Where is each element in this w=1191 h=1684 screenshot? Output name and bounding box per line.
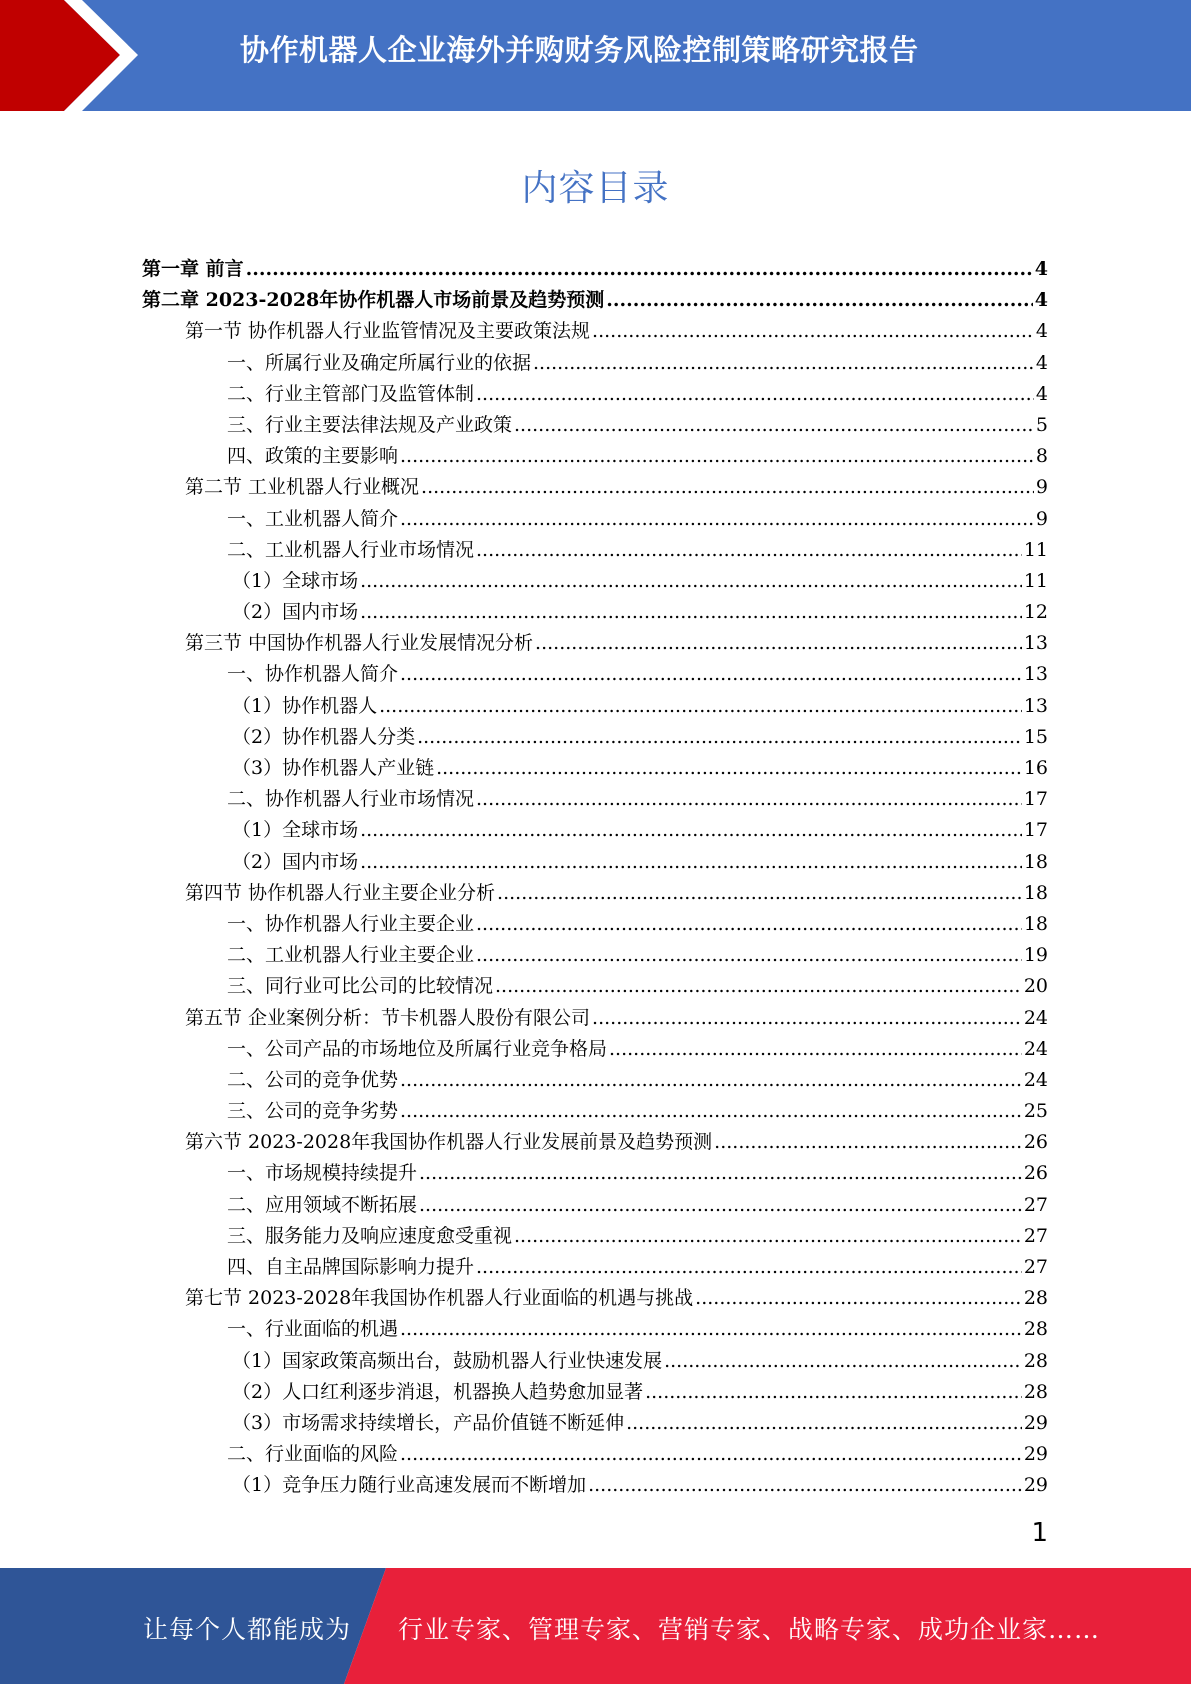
- toc-entry-title: 第四节 协作机器人行业主要企业分析: [185, 881, 496, 904]
- toc-dot-leader: [360, 851, 1022, 873]
- toc-entry-page: 13: [1023, 663, 1048, 686]
- header-arrow-decoration: [0, 0, 160, 111]
- toc-entry[interactable]: [142, 597, 1048, 628]
- toc-dot-leader: [535, 632, 1022, 654]
- toc-entry[interactable]: [142, 940, 1048, 971]
- toc-entry-title: 二、工业机器人行业主要企业: [227, 944, 475, 967]
- toc-dot-leader: [419, 1162, 1022, 1184]
- toc-entry-title: 第一章 前言: [142, 258, 244, 280]
- report-title: 协作机器人企业海外并购财务风险控制策略研究报告: [240, 33, 919, 67]
- toc-entry-title: （1）国家政策高频出台，鼓励机器人行业快速发展: [232, 1349, 663, 1372]
- toc-entry-page: 18: [1023, 912, 1048, 935]
- toc-entry[interactable]: [142, 1252, 1048, 1283]
- toc-entry[interactable]: [142, 1221, 1048, 1252]
- toc-entry-title: 一、协作机器人简介: [227, 663, 399, 686]
- toc-entry-page: 4: [1035, 351, 1048, 374]
- toc-entry-title: 二、行业主管部门及监管体制: [227, 382, 475, 405]
- toc-dot-leader: [714, 1131, 1022, 1153]
- toc-entry-title: （2）国内市场: [232, 850, 359, 873]
- toc-entry-page: 27: [1023, 1256, 1048, 1278]
- toc-entry-page: 28: [1023, 1380, 1048, 1403]
- toc-dot-leader: [400, 1318, 1022, 1340]
- toc-entry-page: 11: [1023, 569, 1048, 592]
- toc-entry[interactable]: [142, 254, 1048, 285]
- toc-entry-title: （3）市场需求持续增长，产品价值链不断延伸: [232, 1411, 625, 1434]
- toc-entry-title: 第五节 企业案例分析：节卡机器人股份有限公司: [185, 1006, 591, 1029]
- toc-entry[interactable]: [142, 815, 1048, 846]
- toc-entry-page: 24: [1023, 1006, 1048, 1029]
- toc-entry[interactable]: [142, 1003, 1048, 1034]
- toc-entry[interactable]: [142, 659, 1048, 690]
- toc-entry-page: 4: [1035, 382, 1048, 405]
- toc-dot-leader: [476, 913, 1022, 935]
- toc-entry[interactable]: [142, 1283, 1048, 1314]
- toc-entry-page: 12: [1023, 601, 1048, 624]
- toc-entry-page: 13: [1023, 694, 1048, 717]
- toc-entry[interactable]: [142, 441, 1048, 472]
- toc-entry-title: （2）人口红利逐步消退，机器换人趋势愈加显著: [232, 1380, 644, 1403]
- toc-heading: 内容目录: [521, 168, 670, 209]
- toc-entry-title: 二、工业机器人行业市场情况: [227, 538, 475, 561]
- toc-entry[interactable]: [142, 1190, 1048, 1221]
- toc-entry-title: 三、行业主要法律法规及产业政策: [227, 413, 513, 436]
- toc-entry-title: 第二章 2023-2028年协作机器人市场前景及趋势预测: [142, 289, 605, 312]
- toc-entry[interactable]: [142, 1127, 1048, 1158]
- toc-dot-leader: [476, 383, 1034, 405]
- toc-entry-page: 13: [1023, 632, 1048, 655]
- toc-entry-page: 25: [1023, 1100, 1048, 1123]
- toc-entry-page: 4: [1035, 320, 1048, 343]
- toc-dot-leader: [695, 1287, 1022, 1309]
- toc-dot-leader: [514, 1225, 1022, 1247]
- toc-entry[interactable]: [142, 847, 1048, 878]
- toc-dot-leader: [400, 1100, 1022, 1122]
- toc-dot-leader: [421, 476, 1034, 498]
- toc-entry[interactable]: [142, 535, 1048, 566]
- toc-dot-leader: [514, 414, 1034, 436]
- toc-entry[interactable]: [142, 1346, 1048, 1377]
- toc-entry-title: 一、协作机器人行业主要企业: [227, 912, 475, 935]
- toc-entry-title: 一、工业机器人简介: [227, 507, 399, 530]
- toc-entry-page: 11: [1023, 538, 1048, 561]
- toc-entry-title: 第一节 协作机器人行业监管情况及主要政策法规: [185, 320, 591, 343]
- toc-dot-leader: [400, 1069, 1022, 1091]
- toc-entry-page: 4: [1034, 258, 1048, 280]
- toc-entry-title: 二、应用领域不断拓展: [227, 1193, 418, 1216]
- toc-entry-title: （2）国内市场: [232, 601, 359, 624]
- toc-entry-page: 29: [1023, 1411, 1048, 1434]
- toc-dot-leader: [476, 788, 1022, 810]
- toc-entry-page: 26: [1023, 1131, 1048, 1154]
- toc-entry[interactable]: [142, 971, 1048, 1002]
- toc-entry-page: 18: [1023, 881, 1048, 904]
- toc-entry[interactable]: [142, 1065, 1048, 1096]
- toc-entry-page: 17: [1023, 819, 1048, 842]
- toc-entry[interactable]: [142, 1034, 1048, 1065]
- table-of-contents: [142, 254, 1048, 1502]
- toc-entry-title: 第三节 中国协作机器人行业发展情况分析: [185, 632, 534, 655]
- toc-entry[interactable]: [142, 316, 1048, 347]
- toc-entry-title: 三、同行业可比公司的比较情况: [227, 975, 494, 998]
- toc-dot-leader: [476, 539, 1022, 561]
- toc-entry-page: 15: [1023, 725, 1048, 748]
- toc-entry-title: 第六节 2023-2028年我国协作机器人行业发展前景及趋势预测: [185, 1131, 713, 1154]
- toc-dot-leader: [533, 352, 1034, 374]
- toc-entry[interactable]: [142, 1439, 1048, 1470]
- toc-dot-leader: [419, 1194, 1022, 1216]
- toc-entry-page: 20: [1023, 975, 1048, 998]
- toc-dot-leader: [360, 570, 1022, 592]
- toc-entry-title: 三、公司的竞争劣势: [227, 1100, 399, 1123]
- toc-dot-leader: [400, 663, 1022, 685]
- toc-entry[interactable]: [142, 1408, 1048, 1439]
- toc-entry-page: 29: [1023, 1474, 1048, 1497]
- toc-dot-leader: [645, 1381, 1022, 1403]
- toc-entry-title: 二、行业面临的风险: [227, 1443, 399, 1466]
- toc-entry-page: 28: [1023, 1349, 1048, 1372]
- toc-dot-leader: [495, 975, 1022, 997]
- toc-dot-leader: [360, 601, 1022, 623]
- toc-dot-leader: [592, 1007, 1022, 1029]
- toc-entry-title: （1）全球市场: [232, 569, 359, 592]
- toc-entry-title: 三、服务能力及响应速度愈受重视: [227, 1224, 513, 1247]
- toc-entry-title: 四、政策的主要影响: [227, 445, 399, 468]
- toc-entry[interactable]: [142, 1158, 1048, 1189]
- footer-slogan-right: 行业专家、管理专家、营销专家、战略专家、成功企业家……: [398, 1615, 1101, 1644]
- toc-entry-page: 26: [1023, 1162, 1048, 1185]
- toc-dot-leader: [497, 882, 1022, 904]
- toc-entry-title: 第二节 工业机器人行业概况: [185, 476, 420, 499]
- page-number: 1: [1031, 1518, 1048, 1548]
- toc-entry-page: 5: [1035, 413, 1048, 436]
- toc-entry-page: 8: [1035, 445, 1048, 468]
- toc-dot-leader: [609, 1038, 1022, 1060]
- toc-entry-page: 17: [1023, 788, 1048, 811]
- footer-slogan-left: 让每个人都能成为: [143, 1615, 352, 1644]
- toc-entry[interactable]: [142, 909, 1048, 940]
- toc-entry-title: 四、自主品牌国际影响力提升: [227, 1256, 475, 1278]
- toc-entry[interactable]: [142, 1470, 1048, 1501]
- toc-dot-leader: [379, 695, 1022, 717]
- toc-entry[interactable]: [142, 1377, 1048, 1408]
- toc-entry-page: 28: [1023, 1287, 1048, 1310]
- toc-entry[interactable]: [142, 628, 1048, 659]
- toc-dot-leader: [606, 289, 1033, 311]
- toc-entry-title: （1）协作机器人: [232, 694, 378, 717]
- toc-entry-title: （1）竞争压力随行业高速发展而不断增加: [232, 1474, 587, 1497]
- toc-entry-page: 29: [1023, 1443, 1048, 1466]
- toc-entry[interactable]: [142, 566, 1048, 597]
- toc-entry-title: 二、协作机器人行业市场情况: [227, 788, 475, 811]
- toc-entry[interactable]: [142, 784, 1048, 815]
- toc-entry[interactable]: [142, 878, 1048, 909]
- toc-entry-title: 一、公司产品的市场地位及所属行业竞争格局: [227, 1037, 608, 1060]
- toc-dot-leader: [417, 726, 1022, 748]
- toc-entry[interactable]: [142, 1096, 1048, 1127]
- toc-entry[interactable]: [142, 753, 1048, 784]
- toc-entry-page: 9: [1035, 507, 1048, 530]
- toc-entry-page: 9: [1035, 476, 1048, 499]
- toc-entry-title: 第七节 2023-2028年我国协作机器人行业面临的机遇与挑战: [185, 1287, 694, 1310]
- toc-dot-leader: [400, 508, 1034, 530]
- toc-entry-title: （3）协作机器人产业链: [232, 757, 435, 779]
- toc-dot-leader: [476, 1256, 1022, 1278]
- toc-entry[interactable]: [142, 410, 1048, 441]
- toc-entry[interactable]: [142, 472, 1048, 503]
- toc-entry-title: 一、行业面临的机遇: [227, 1318, 399, 1341]
- toc-entry-page: 28: [1023, 1318, 1048, 1341]
- toc-dot-leader: [476, 944, 1022, 966]
- toc-entry[interactable]: [142, 379, 1048, 410]
- toc-entry-page: 24: [1023, 1068, 1048, 1091]
- toc-entry-title: （1）全球市场: [232, 819, 359, 842]
- toc-dot-leader: [360, 819, 1022, 841]
- toc-entry[interactable]: [142, 691, 1048, 722]
- toc-dot-leader: [246, 258, 1033, 280]
- toc-entry-title: 一、所属行业及确定所属行业的依据: [227, 351, 532, 374]
- toc-entry-page: 16: [1023, 757, 1048, 779]
- toc-dot-leader: [588, 1474, 1022, 1496]
- toc-entry-page: 27: [1023, 1193, 1048, 1216]
- header-arrow-red: [0, 0, 120, 111]
- toc-entry[interactable]: [142, 285, 1048, 316]
- toc-dot-leader: [592, 320, 1034, 342]
- toc-dot-leader: [400, 1443, 1022, 1465]
- toc-dot-leader: [664, 1350, 1022, 1372]
- toc-dot-leader: [626, 1412, 1022, 1434]
- toc-entry-page: 18: [1023, 850, 1048, 873]
- toc-entry[interactable]: [142, 504, 1048, 535]
- toc-entry-page: 27: [1023, 1224, 1048, 1247]
- toc-entry[interactable]: [142, 722, 1048, 753]
- toc-dot-leader: [436, 757, 1022, 779]
- toc-entry-title: （2）协作机器人分类: [232, 725, 416, 748]
- toc-entry-title: 一、市场规模持续提升: [227, 1162, 418, 1185]
- toc-entry-page: 24: [1023, 1037, 1048, 1060]
- toc-dot-leader: [400, 445, 1034, 467]
- toc-entry-page: 19: [1023, 944, 1048, 967]
- toc-entry[interactable]: [142, 1314, 1048, 1345]
- toc-entry-title: 二、公司的竞争优势: [227, 1068, 399, 1091]
- toc-entry-page: 4: [1034, 289, 1048, 312]
- toc-entry[interactable]: [142, 348, 1048, 379]
